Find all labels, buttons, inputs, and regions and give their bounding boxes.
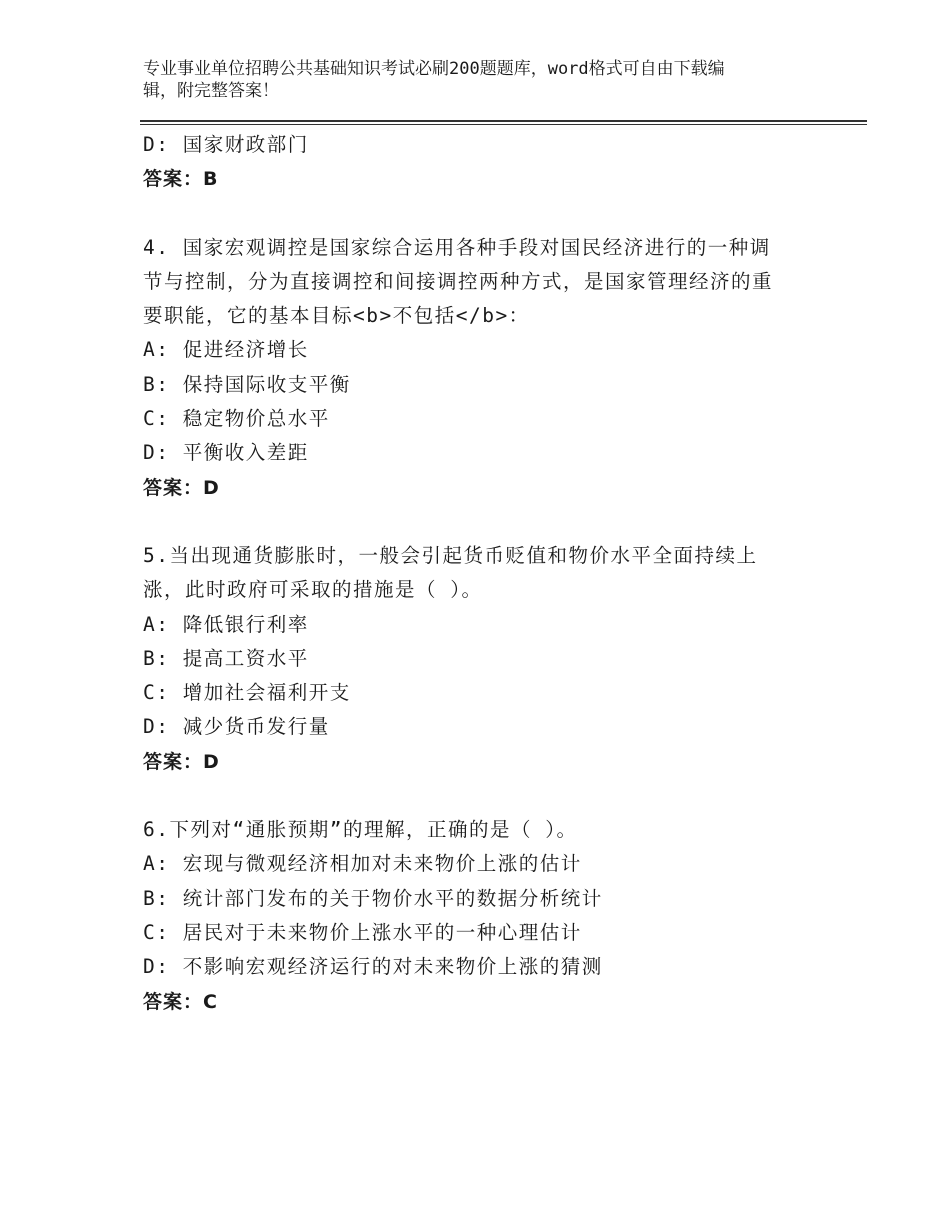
- document-body: [143, 128, 803, 1019]
- question-text: 要职能，它的基本目标<b>不包括</b>：: [143, 304, 530, 328]
- question-text: 4. 国家宏观调控是国家综合运用各种手段对国民经济进行的一种调: [143, 235, 771, 259]
- option-b: B: 提高工资水平: [143, 646, 309, 670]
- question-4: [143, 231, 803, 505]
- question-3-tail: [143, 128, 803, 197]
- option-a: A: 促进经济增长: [143, 338, 309, 362]
- option-d: D: 国家财政部门: [143, 133, 309, 156]
- spacer: [143, 779, 803, 813]
- option-b: B: 统计部门发布的关于物价水平的数据分析统计: [143, 886, 603, 910]
- spacer: [143, 197, 803, 231]
- question-5: [143, 539, 803, 779]
- option-c: C: 稳定物价总水平: [143, 407, 330, 431]
- answer-label: 答案：D: [143, 476, 220, 499]
- header-divider-thick: [140, 120, 867, 122]
- header-line-2: 辑，附完整答案！: [143, 81, 279, 101]
- option-b: B: 保持国际收支平衡: [143, 372, 351, 396]
- answer-label: 答案：B: [143, 168, 219, 191]
- option-a: A: 宏现与微观经济相加对未来物价上涨的估计: [143, 852, 582, 876]
- option-c: C: 增加社会福利开支: [143, 681, 351, 705]
- option-c: C: 居民对于未来物价上涨水平的一种心理估计: [143, 920, 582, 944]
- header-divider-thin: [140, 124, 867, 125]
- answer-label: 答案：D: [143, 750, 220, 773]
- header-line-1: 专业事业单位招聘公共基础知识考试必刷200题题库，word格式可自由下载编: [143, 59, 725, 79]
- option-d: D: 减少货币发行量: [143, 715, 330, 739]
- answer-label: 答案：C: [143, 990, 218, 1013]
- option-d: D: 平衡收入差距: [143, 441, 309, 465]
- option-a: A: 降低银行利率: [143, 612, 309, 636]
- question-text: 涨，此时政府可采取的措施是（ ）。: [143, 578, 483, 602]
- question-text: 5.当出现通货膨胀时，一般会引起货币贬值和物价水平全面持续上: [143, 543, 758, 567]
- question-text: 6.下列对“通胀预期”的理解，正确的是（ ）。: [143, 818, 578, 842]
- spacer: [143, 505, 803, 539]
- document-header: [143, 58, 803, 102]
- question-6: [143, 813, 803, 1019]
- option-d: D: 不影响宏观经济运行的对未来物价上涨的猜测: [143, 955, 603, 979]
- question-text: 节与控制，分为直接调控和间接调控两种方式，是国家管理经济的重: [143, 269, 774, 293]
